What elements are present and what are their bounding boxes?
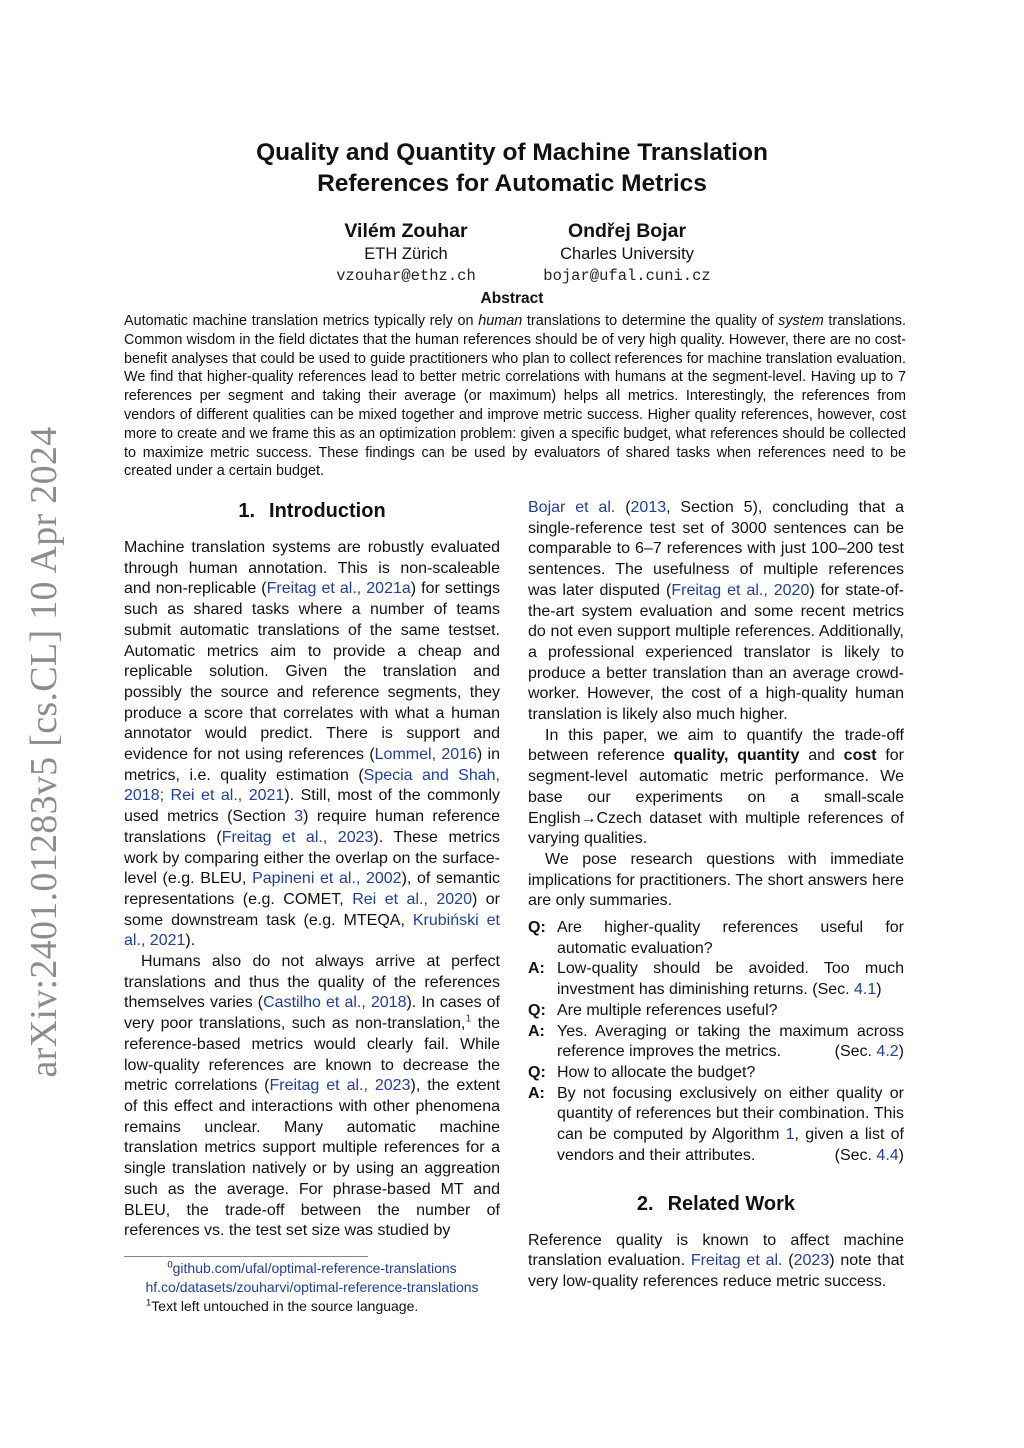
author-2	[507, 218, 747, 287]
qa-question-3	[528, 1063, 904, 1084]
footnote-marker: 1	[146, 1297, 152, 1309]
text-segment: By not focusing exclusively on either quality or quantity of references but their combination. This can be computed by Algorithm	[557, 1084, 904, 1144]
footnote-divider	[124, 1256, 368, 1257]
section-reference	[835, 1042, 904, 1063]
text-segment: (	[615, 499, 631, 516]
intro-paragraph-4	[528, 726, 904, 850]
section-number: 1.	[238, 500, 256, 522]
text-segment: )	[898, 1146, 904, 1164]
intro-paragraph-2	[124, 952, 500, 1242]
text-segment: , Section 5), concluding that a single-reference test set of 3000 sentences can be comparable to 6–7 references with just 100–200 test sentences. The usefulness of multiple references was later disputed (	[528, 499, 905, 599]
citation-link[interactable]: Freitag et al., 2023	[221, 828, 374, 846]
author-affiliation: ETH Zürich	[364, 245, 448, 263]
intro-paragraph-5: We pose research questions with immediate implications for practitioners. The short answers here are only summaries.	[528, 850, 904, 910]
qa-answer-1	[528, 959, 904, 1000]
citation-link[interactable]: 2023	[793, 1252, 830, 1270]
bold-term: cost	[843, 747, 877, 765]
text-segment: (Sec.	[834, 1146, 877, 1164]
section-link[interactable]: 3	[294, 808, 304, 826]
section-title: Related Work	[667, 1192, 796, 1215]
right-column	[528, 498, 904, 1293]
question-text: Are higher-quality references useful for automatic evaluation?	[557, 919, 904, 957]
text-segment: ). In cases of very poor translations, such as non-translation,	[124, 994, 500, 1033]
related-paragraph-1	[528, 1231, 904, 1293]
text-segment: )	[898, 1043, 904, 1061]
qa-answer-2	[528, 1022, 904, 1063]
answer-text	[557, 1084, 904, 1167]
answer-label: A:	[528, 1022, 545, 1040]
answer-text	[557, 1022, 904, 1063]
section-reference	[835, 1146, 904, 1167]
author-email[interactable]: bojar@ufal.cuni.cz	[543, 267, 711, 285]
footnote-0-dataset	[124, 1278, 500, 1297]
text-segment: In this paper, we aim to quantify the trade-off between reference	[528, 726, 904, 765]
text-segment: ) in metrics, i.e. quality estimation (	[124, 746, 500, 784]
text-segment: ), of semantic representations (e.g. COMET,	[124, 870, 501, 908]
section-heading-introduction	[124, 498, 500, 524]
footnote-0	[124, 1259, 500, 1278]
abstract-segment: translations to determine the quality of	[522, 313, 779, 329]
bold-term: quality, quantity	[673, 747, 800, 765]
text-segment: ) note that very low-quality references reduce metric success.	[528, 1252, 904, 1290]
citation-link[interactable]: Papineni et al., 2002	[252, 870, 402, 888]
citation-link[interactable]: Rei et al., 2020	[352, 890, 472, 908]
algorithm-link[interactable]: 1	[785, 1126, 795, 1144]
title-line-1: Quality and Quantity of Machine Translation	[256, 139, 768, 166]
text-segment: Machine translation systems are robustly evaluated through human annotation. This is non-scaleable and non-replicable (	[124, 539, 500, 598]
intro-paragraph-1	[124, 538, 500, 952]
text-segment: Yes. Averaging or taking the maximum across reference improves the metrics.	[557, 1022, 904, 1061]
citation-link[interactable]: Castilho et al., 2018	[263, 994, 407, 1012]
section-link[interactable]: 4.1	[854, 981, 877, 999]
text-segment: Humans also do not always arrive at perfect translations and thus the quality of the references themselves varies (	[124, 953, 500, 1012]
text-segment: )	[876, 981, 882, 999]
section-link[interactable]: 4.2	[876, 1043, 899, 1061]
text-segment: ).	[185, 932, 196, 950]
text-segment: Reference quality is known to affect machine translation evaluation.	[528, 1231, 904, 1270]
left-column	[124, 498, 500, 1316]
text-segment: , given a list of vendors and their attributes.	[557, 1126, 904, 1164]
footnote-marker[interactable]: 1	[465, 1012, 472, 1025]
footnote-1	[124, 1297, 500, 1316]
text-segment: ). Still, most of the commonly used metrics (Section	[124, 787, 501, 826]
citation-link[interactable]: Freitag et al., 2021a	[266, 580, 411, 598]
qa-question-2	[528, 1001, 904, 1022]
citation-link[interactable]: Specia and Shah, 2018; Rei et al., 2021	[124, 766, 500, 805]
text-segment: ). These metrics work by comparing either the overlap on the surface-level (e.g. BLEU,	[124, 828, 500, 888]
section-link[interactable]: 4.4	[876, 1146, 899, 1164]
abstract-heading: Abstract	[480, 290, 544, 307]
citation-link[interactable]: Krubiński et al., 2021	[124, 911, 501, 950]
answer-label: A:	[528, 960, 545, 978]
text-segment: (	[782, 1252, 794, 1270]
section-number: 2.	[636, 1192, 654, 1215]
intro-paragraph-3	[528, 498, 904, 726]
question-text: Are multiple references useful?	[557, 1001, 778, 1019]
citation-link[interactable]: Lommel, 2016	[374, 746, 477, 764]
text-segment: the reference-based metrics would clearly fail. While low-quality references are known to decrease the metric correlations (	[124, 1015, 501, 1095]
abstract-text	[124, 312, 906, 481]
text-segment: Low-quality should be avoided. Too much investment has diminishing returns.	[557, 960, 904, 999]
text-segment: ), the extent of this effect and interactions with other phenomena remains unclear. Many automatic machine translation metrics support multiple references for a single translation natively or by using an aggreation such as the average. For phrase-based MT and BLEU, the trade-off between the number of references vs. the test set size was studied by	[124, 1077, 501, 1240]
text-segment: ) require human reference translations (	[124, 808, 501, 846]
citation-link[interactable]: Freitag et al., 2020	[671, 581, 810, 599]
question-label: Q:	[528, 919, 546, 937]
abstract-segment: Automatic machine translation metrics typically rely on	[124, 313, 479, 329]
text-segment: ) for settings such as shared tasks where a number of teams submit automatic translations of the same testset. Automatic metrics aim to provide a cheap and replicable solution. Given the translation and possibly the source and reference segments, they produce a score that correlates with what a human annotator would predict. There is support and evidence for not using references (	[124, 580, 501, 764]
text-segment: (Sec.	[812, 981, 855, 999]
citation-link[interactable]: Freitag et al., 2023	[269, 1077, 411, 1095]
section-heading-related-work	[528, 1191, 904, 1217]
text-segment: for segment-level automatic metric performance. We base our experiments on a small-scale English→Czech dataset with multiple references of varying qualities.	[528, 747, 905, 848]
text-segment: ) or some downstream task (e.g. MTEQA,	[124, 890, 501, 929]
text-segment: and	[799, 747, 844, 765]
citation-link[interactable]: Freitag et al.	[690, 1252, 783, 1270]
abstract-emphasis: system	[778, 313, 824, 329]
author-affiliation: Charles University	[560, 245, 694, 263]
author-name: Vilém Zouhar	[344, 220, 468, 242]
citation-link[interactable]: Bojar et al.	[528, 499, 616, 516]
section-title: Introduction	[269, 500, 386, 522]
abstract-emphasis: human	[478, 313, 523, 329]
text-segment: (Sec.	[834, 1043, 877, 1061]
footnote-text: Text left untouched in the source language.	[151, 1297, 419, 1314]
section-reference	[812, 981, 881, 998]
qa-question-1	[528, 918, 904, 959]
author-email[interactable]: vzouhar@ethz.ch	[336, 267, 476, 285]
github-link[interactable]: github.com/ufal/optimal-reference-translations	[172, 1259, 457, 1276]
arxiv-identifier: arXiv:2401.01283v5 [cs.CL] 10 Apr 2024	[23, 426, 65, 1078]
paper-title	[0, 137, 1024, 199]
title-line-2: References for Automatic Metrics	[317, 170, 707, 197]
question-text: How to allocate the budget?	[557, 1063, 756, 1081]
question-label: Q:	[528, 1063, 546, 1081]
qa-answer-3	[528, 1084, 904, 1167]
citation-link[interactable]: 2013	[630, 499, 667, 516]
answer-label: A:	[528, 1084, 545, 1102]
question-label: Q:	[528, 1001, 546, 1019]
dataset-link[interactable]: hf.co/datasets/zouharvi/optimal-reference-translations	[145, 1278, 479, 1295]
answer-text	[557, 959, 904, 1000]
author-1	[286, 218, 526, 287]
text-segment: ) for state-of-the-art system evaluation and some recent metrics do not even support multiple references. Additionally, a professional experienced translator is likely to produce a better translation than an average crowd-worker. However, the cost of a high-quality human translation is likely also much higher.	[528, 581, 905, 724]
abstract-segment: translations. Common wisdom in the field dictates that the human references should be of very high quality. However, there are no cost-benefit analyses that could be used to guide practitioners who plan to collect references for machine translation evaluation. We find that higher-quality references lead to better metric correlations with humans at the segment-level. Having up to 7 references per segment and taking their average (or maximum) helps all metrics. Interestingly, the references from vendors of different qualities can be mixed together and improve metric success. Higher quality references, however, cost more to create and we frame this as an optimization problem: given a specific budget, what references should be collected to maximize metric success. These findings can be used by evaluators of shared tasks when references need to be created under a certain budget.	[124, 313, 906, 480]
author-name: Ondřej Bojar	[567, 220, 687, 242]
footnote-marker: 0	[167, 1259, 173, 1271]
